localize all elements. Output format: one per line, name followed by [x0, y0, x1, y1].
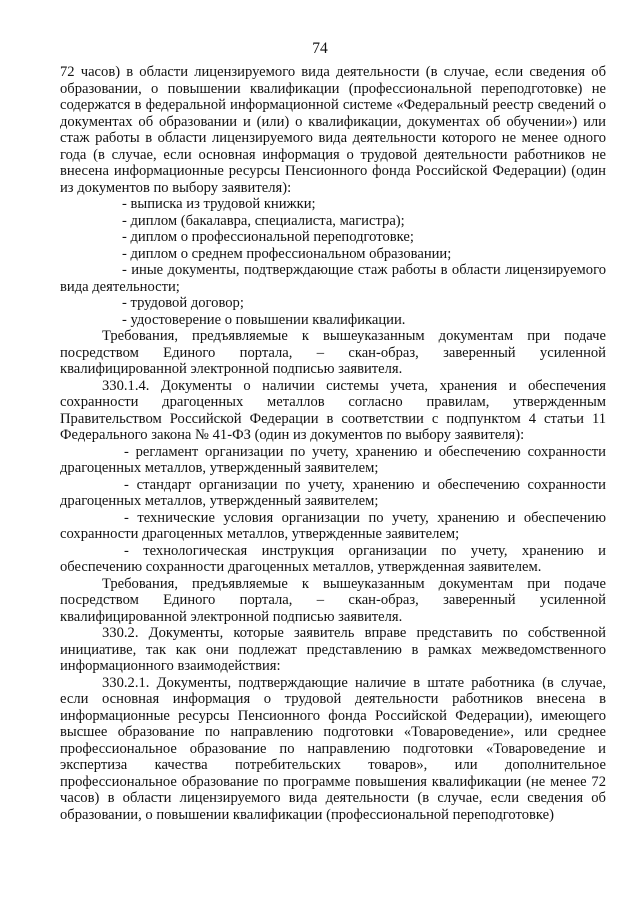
list-item-diploma-retraining: - диплом о профессиональной переподготовке;: [122, 229, 414, 245]
list-item-employment-contract: - трудовой договор;: [122, 295, 244, 311]
paragraph-continued: 72 часов) в области лицензируемого вида деятельности (в случае, если сведения об образовании, о повышении квалификации (профессиональной переподготовке) не содержатся в федеральной информационной системе «Федеральный реестр сведений о документах об образовании и (или) о квалификации, документах об обучении») или стаж работы в области лицензируемого вида деятельности которого не менее одного года (в случае, если основная информация о трудовой деятельности работников не внесена информационные ресурсы Пенсионного фонда Российской Федерации) (один из документов по выбору заявителя):: [60, 64, 606, 196]
list-item-qualification-certificate: - удостоверение о повышении квалификации.: [122, 311, 406, 328]
list-item-diploma-higher: - диплом (бакалавра, специалиста, магистра);: [122, 212, 405, 229]
document-body: [60, 64, 606, 823]
page-number: 74: [312, 40, 328, 57]
list-item-technological-instruction: - технологическая инструкция организации по учету, хранению и обеспечению сохранности драгоценных металлов, утвержденная заявителем.: [60, 542, 606, 575]
list-item-regulation: - регламент организации по учету, хранению и обеспечению сохранности драгоценных металлов, утвержденный заявителем;: [60, 443, 606, 476]
list-item-employment-record: - выписка из трудовой книжки;: [122, 196, 316, 212]
paragraph-330-1-4: 330.1.4. Документы о наличии системы учета, хранения и обеспечения сохранности драгоценных металлов согласно правилам, утвержденным Правительством Российской Федерации в соответствии с подпунктом 4 статьи 11 Федерального закона № 41-ФЗ (один из документов по выбору заявителя):: [60, 377, 606, 443]
paragraph-requirements-2: Требования, предъявляемые к вышеуказанным документам при подаче посредством Единого портала, – скан-образ, заверенный усиленной квалифицированной электронной подписью заявителя.: [60, 575, 606, 625]
paragraph-requirements-1: Требования, предъявляемые к вышеуказанным документам при подаче посредством Единого портала, – скан-образ, заверенный усиленной квалифицированной электронной подписью заявителя.: [60, 328, 606, 377]
list-item-technical-conditions: - технические условия организации по учету, хранению и обеспечению сохранности драгоценных металлов, утвержденные заявителем;: [60, 509, 606, 542]
list-item-other-documents: - иные документы, подтверждающие стаж работы в области лицензируемого вида деятельности;: [60, 262, 606, 295]
paragraph-330-2-1: 330.2.1. Документы, подтверждающие наличие в штате работника (в случае, если основная информация о трудовой деятельности работников внесена в информационные ресурсы Пенсионного фонда Российской Федерации), имеющего высшее образование по направлению подготовки «Товароведение», или среднее профессиональное образование по направлению подготовки «Товароведение и экспертиза качества потребительских товаров», или дополнительное профессиональное образование по программе повышения квалификации (не менее 72 часов) в области лицензируемого вида деятельности (в случае, если сведения об образовании, о повышении квалификации (профессиональной переподготовке): [60, 674, 606, 823]
list-item-diploma-secondary: - диплом о среднем профессиональном образовании;: [122, 245, 452, 262]
paragraph-330-2: 330.2. Документы, которые заявитель вправе представить по собственной инициативе, так как они подлежат представлению в рамках межведомственного информационного взаимодействия:: [60, 625, 606, 674]
list-item-standard: - стандарт организации по учету, хранению и обеспечению сохранности драгоценных металлов, утвержденный заявителем;: [60, 476, 606, 509]
